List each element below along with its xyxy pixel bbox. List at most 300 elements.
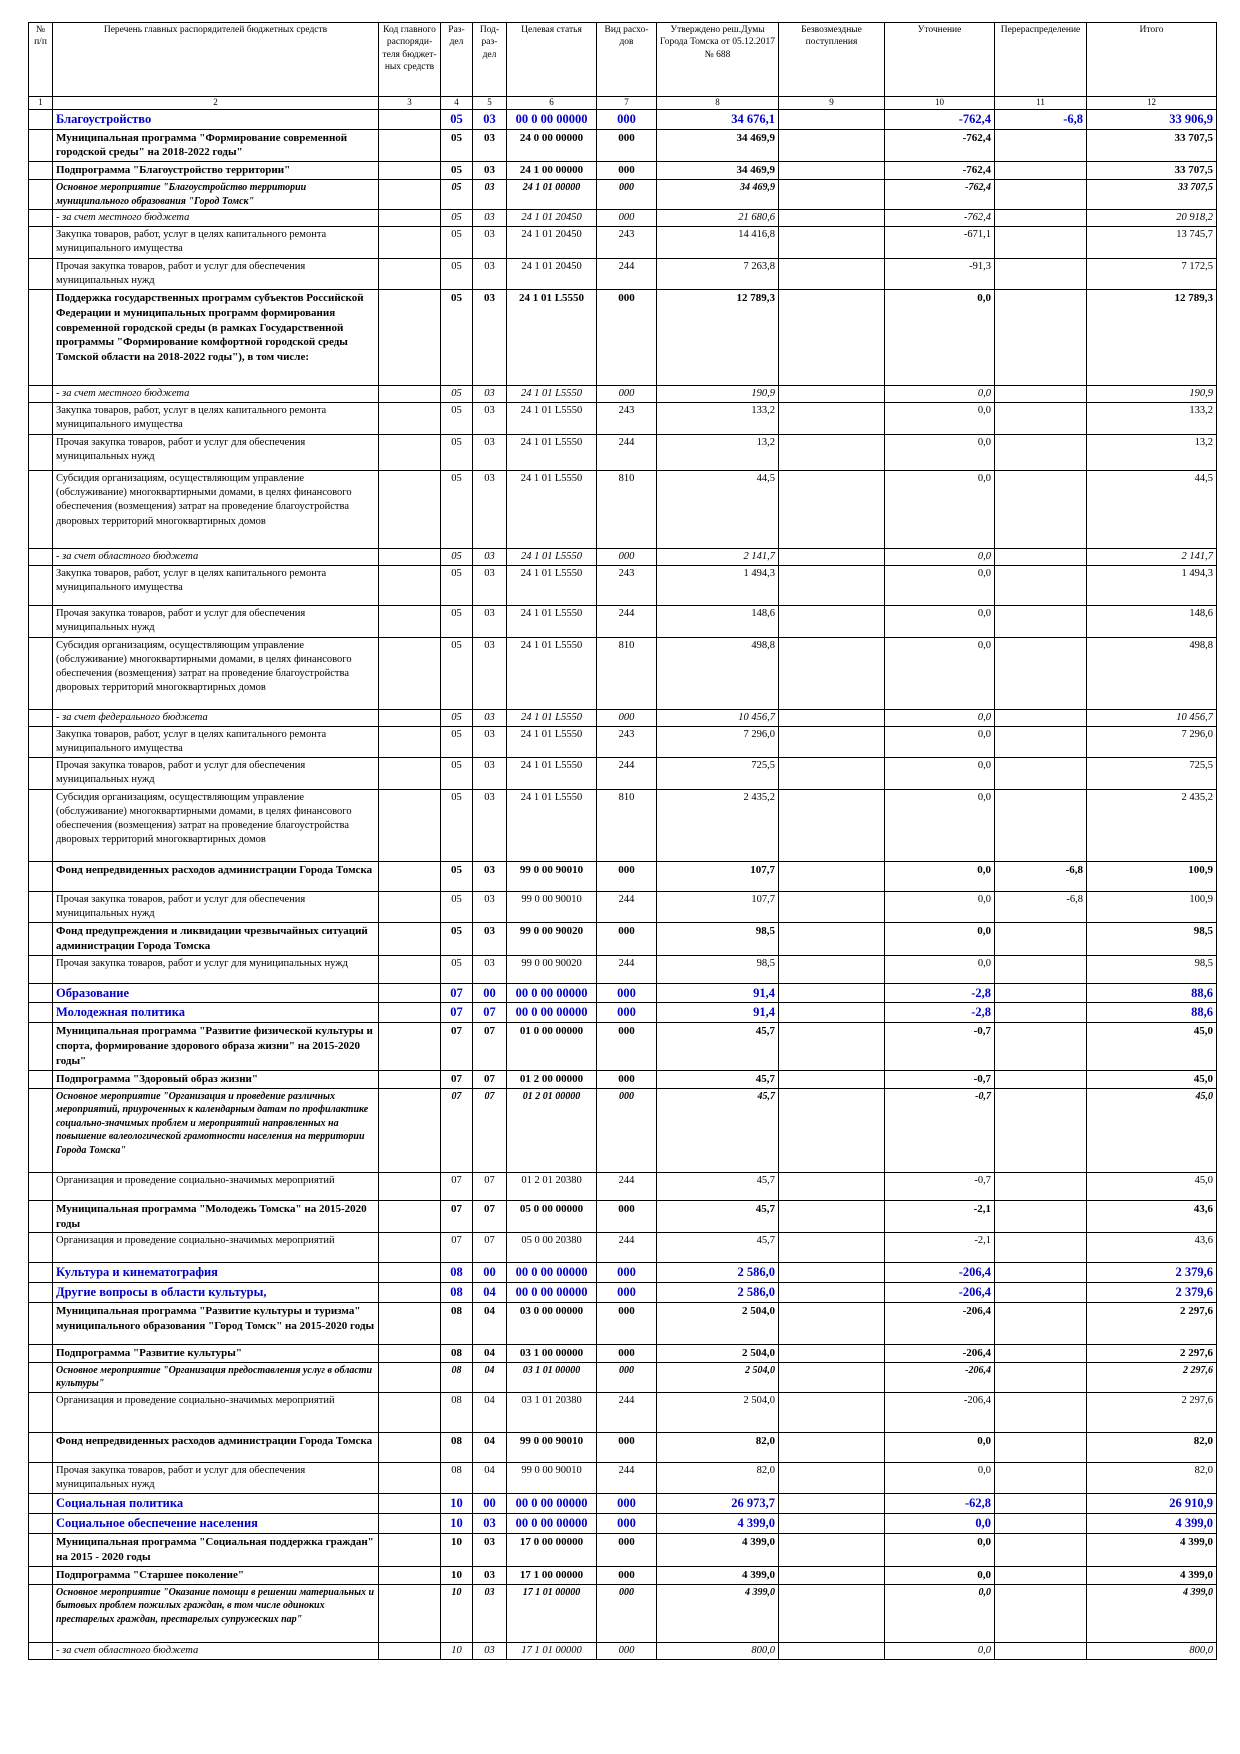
table-row <box>29 566 1217 606</box>
cell-code <box>379 289 441 385</box>
cell-redistribution <box>995 1494 1087 1514</box>
cell-expense-type: 000 <box>597 1283 657 1303</box>
cell-name: Подпрограмма "Благоустройство территории" <box>53 162 379 180</box>
cell-approved: 4 399,0 <box>657 1566 779 1584</box>
cell-code <box>379 1088 441 1172</box>
cell-gratis <box>779 983 885 1003</box>
cell-gratis <box>779 1362 885 1392</box>
cell-approved: 45,7 <box>657 1070 779 1088</box>
cell-clarification: 0,0 <box>885 1432 995 1462</box>
cell-total: 100,9 <box>1087 861 1217 891</box>
cell-clarification: -91,3 <box>885 258 995 289</box>
cell-num <box>29 709 53 726</box>
cell-num <box>29 1432 53 1462</box>
cell-num <box>29 403 53 435</box>
cell-podrazdel: 07 <box>473 1200 507 1233</box>
cell-gratis <box>779 471 885 549</box>
cell-target-article: 17 1 00 00000 <box>507 1566 597 1584</box>
cell-expense-type: 000 <box>597 1200 657 1233</box>
header-cs: Целевая статья <box>507 23 597 97</box>
cell-num <box>29 1200 53 1233</box>
cell-approved: 98,5 <box>657 922 779 955</box>
cell-redistribution <box>995 1345 1087 1363</box>
cell-redistribution <box>995 549 1087 566</box>
cell-expense-type: 000 <box>597 983 657 1003</box>
cell-code <box>379 129 441 162</box>
cell-clarification: 0,0 <box>885 726 995 757</box>
cell-name: Социальное обеспечение населения <box>53 1514 379 1534</box>
cell-total: 45,0 <box>1087 1023 1217 1071</box>
cell-name: Основное мероприятие "Организация и проведение различных мероприятий, приуроченных к календарным датам по профилактике социально-значимых проблем и мероприятий направленных на повышение валеологической грамотности населения на территории Города Томска" <box>53 1088 379 1172</box>
cell-name: Фонд предупреждения и ликвидации чрезвычайных ситуаций администрации Города Томска <box>53 922 379 955</box>
cell-podrazdel: 03 <box>473 403 507 435</box>
cell-podrazdel: 03 <box>473 129 507 162</box>
cell-gratis <box>779 726 885 757</box>
cell-clarification: -671,1 <box>885 227 995 258</box>
cell-podrazdel: 03 <box>473 385 507 402</box>
cell-target-article: 24 1 01 L5550 <box>507 758 597 789</box>
cell-num <box>29 861 53 891</box>
table-row <box>29 1462 1217 1493</box>
cell-target-article: 24 1 01 L5550 <box>507 637 597 709</box>
cell-name: Закупка товаров, работ, услуг в целях капитального ремонта муниципального имущества <box>53 566 379 606</box>
cell-num <box>29 1233 53 1263</box>
cell-expense-type: 243 <box>597 227 657 258</box>
cell-name: Муниципальная программа "Развитие физической культуры и спорта, формирование здорового образа жизни" на 2015-2020 годы" <box>53 1023 379 1071</box>
table-row <box>29 1584 1217 1642</box>
cell-total: 1 494,3 <box>1087 566 1217 606</box>
header-number-cell: 3 <box>379 97 441 110</box>
cell-name: Образование <box>53 983 379 1003</box>
cell-num <box>29 1494 53 1514</box>
cell-approved: 34 469,9 <box>657 180 779 210</box>
cell-redistribution <box>995 1534 1087 1567</box>
cell-target-article: 00 0 00 00000 <box>507 109 597 129</box>
cell-target-article: 24 1 01 L5550 <box>507 435 597 471</box>
cell-code <box>379 1003 441 1023</box>
cell-num <box>29 1345 53 1363</box>
cell-clarification: 0,0 <box>885 471 995 549</box>
cell-expense-type: 000 <box>597 1566 657 1584</box>
cell-expense-type: 244 <box>597 1233 657 1263</box>
cell-code <box>379 1303 441 1345</box>
cell-name: Организация и проведение социально-значимых мероприятий <box>53 1392 379 1432</box>
cell-clarification: -0,7 <box>885 1088 995 1172</box>
cell-total: 20 918,2 <box>1087 210 1217 227</box>
cell-approved: 2 504,0 <box>657 1345 779 1363</box>
cell-num <box>29 227 53 258</box>
cell-target-article: 00 0 00 00000 <box>507 1494 597 1514</box>
cell-code <box>379 1023 441 1071</box>
cell-clarification: 0,0 <box>885 606 995 637</box>
cell-podrazdel: 04 <box>473 1283 507 1303</box>
table-row <box>29 1283 1217 1303</box>
cell-razdel: 08 <box>441 1283 473 1303</box>
cell-code <box>379 1345 441 1363</box>
cell-approved: 7 263,8 <box>657 258 779 289</box>
cell-expense-type: 244 <box>597 606 657 637</box>
table-row <box>29 1392 1217 1432</box>
cell-target-article: 03 1 01 20380 <box>507 1392 597 1432</box>
cell-name: Другие вопросы в области культуры, <box>53 1283 379 1303</box>
table-row <box>29 109 1217 129</box>
cell-expense-type: 810 <box>597 471 657 549</box>
budget-table <box>28 22 1217 1660</box>
cell-podrazdel: 03 <box>473 726 507 757</box>
table-row <box>29 1172 1217 1200</box>
cell-target-article: 24 1 01 L5550 <box>507 566 597 606</box>
cell-target-article: 01 2 00 00000 <box>507 1070 597 1088</box>
cell-target-article: 24 1 01 L5550 <box>507 385 597 402</box>
cell-podrazdel: 03 <box>473 789 507 861</box>
table-row <box>29 1200 1217 1233</box>
cell-target-article: 03 1 01 00000 <box>507 1362 597 1392</box>
cell-name: Основное мероприятие "Оказание помощи в решении материальных и бытовых проблем пожилых граждан, в том числе одиноких престарелых граждан, престарелых супружеских пар" <box>53 1584 379 1642</box>
cell-code <box>379 227 441 258</box>
cell-code <box>379 1172 441 1200</box>
cell-code <box>379 983 441 1003</box>
cell-gratis <box>779 922 885 955</box>
cell-expense-type: 000 <box>597 1432 657 1462</box>
cell-total: 33 707,5 <box>1087 129 1217 162</box>
cell-gratis <box>779 227 885 258</box>
cell-clarification: 0,0 <box>885 955 995 983</box>
cell-gratis <box>779 955 885 983</box>
cell-gratis <box>779 210 885 227</box>
cell-gratis <box>779 709 885 726</box>
cell-target-article: 24 1 01 L5550 <box>507 289 597 385</box>
cell-expense-type: 000 <box>597 1023 657 1071</box>
table-row <box>29 289 1217 385</box>
header-podrazdel: Под-раз-дел <box>473 23 507 97</box>
table-row <box>29 637 1217 709</box>
cell-approved: 34 469,9 <box>657 129 779 162</box>
cell-expense-type: 000 <box>597 549 657 566</box>
cell-target-article: 00 0 00 00000 <box>507 1514 597 1534</box>
cell-approved: 4 399,0 <box>657 1534 779 1567</box>
cell-code <box>379 861 441 891</box>
cell-expense-type: 000 <box>597 1584 657 1642</box>
cell-clarification: -2,8 <box>885 983 995 1003</box>
cell-podrazdel: 04 <box>473 1392 507 1432</box>
table-row <box>29 1494 1217 1514</box>
table-row <box>29 180 1217 210</box>
cell-name: Прочая закупка товаров, работ и услуг для обеспечения муниципальных нужд <box>53 606 379 637</box>
cell-code <box>379 922 441 955</box>
table-row <box>29 129 1217 162</box>
cell-clarification: -762,4 <box>885 210 995 227</box>
cell-podrazdel: 04 <box>473 1432 507 1462</box>
cell-gratis <box>779 1263 885 1283</box>
cell-num <box>29 385 53 402</box>
cell-gratis <box>779 861 885 891</box>
cell-redistribution <box>995 129 1087 162</box>
cell-approved: 44,5 <box>657 471 779 549</box>
cell-redistribution <box>995 1200 1087 1233</box>
cell-approved: 91,4 <box>657 1003 779 1023</box>
cell-podrazdel: 03 <box>473 471 507 549</box>
cell-podrazdel: 03 <box>473 1642 507 1659</box>
cell-clarification: -62,8 <box>885 1494 995 1514</box>
cell-gratis <box>779 1172 885 1200</box>
header-number-cell: 7 <box>597 97 657 110</box>
cell-code <box>379 1642 441 1659</box>
cell-target-article: 05 0 00 20380 <box>507 1233 597 1263</box>
cell-num <box>29 1263 53 1283</box>
cell-approved: 45,7 <box>657 1172 779 1200</box>
cell-expense-type: 244 <box>597 1462 657 1493</box>
cell-podrazdel: 07 <box>473 1088 507 1172</box>
cell-podrazdel: 03 <box>473 861 507 891</box>
cell-target-article: 01 2 01 00000 <box>507 1088 597 1172</box>
cell-approved: 7 296,0 <box>657 726 779 757</box>
cell-expense-type: 000 <box>597 1642 657 1659</box>
cell-gratis <box>779 258 885 289</box>
cell-redistribution <box>995 637 1087 709</box>
cell-redistribution <box>995 606 1087 637</box>
cell-total: 43,6 <box>1087 1200 1217 1233</box>
cell-podrazdel: 03 <box>473 891 507 922</box>
cell-target-article: 99 0 00 90010 <box>507 861 597 891</box>
cell-target-article: 99 0 00 90010 <box>507 1432 597 1462</box>
cell-razdel: 05 <box>441 891 473 922</box>
cell-name: Основное мероприятие "Благоустройство территории муниципального образования "Город Томск" <box>53 180 379 210</box>
cell-gratis <box>779 1200 885 1233</box>
cell-redistribution <box>995 1263 1087 1283</box>
cell-target-article: 03 1 00 00000 <box>507 1345 597 1363</box>
cell-clarification: 0,0 <box>885 1642 995 1659</box>
cell-target-article: 24 1 01 L5550 <box>507 471 597 549</box>
cell-gratis <box>779 566 885 606</box>
cell-razdel: 05 <box>441 549 473 566</box>
cell-code <box>379 891 441 922</box>
table-row <box>29 1432 1217 1462</box>
cell-name: Прочая закупка товаров, работ и услуг для муниципальных нужд <box>53 955 379 983</box>
cell-num <box>29 258 53 289</box>
cell-podrazdel: 03 <box>473 289 507 385</box>
cell-name: Закупка товаров, работ, услуг в целях капитального ремонта муниципального имущества <box>53 726 379 757</box>
cell-redistribution <box>995 1283 1087 1303</box>
cell-redistribution <box>995 789 1087 861</box>
cell-approved: 2 435,2 <box>657 789 779 861</box>
cell-razdel: 08 <box>441 1462 473 1493</box>
table-row <box>29 726 1217 757</box>
cell-gratis <box>779 180 885 210</box>
cell-redistribution <box>995 1584 1087 1642</box>
cell-name: Организация и проведение социально-значимых мероприятий <box>53 1233 379 1263</box>
cell-podrazdel: 03 <box>473 1534 507 1567</box>
cell-redistribution <box>995 1088 1087 1172</box>
cell-gratis <box>779 109 885 129</box>
cell-razdel: 10 <box>441 1584 473 1642</box>
cell-expense-type: 000 <box>597 1534 657 1567</box>
cell-target-article: 17 1 01 00000 <box>507 1584 597 1642</box>
cell-total: 2 379,6 <box>1087 1283 1217 1303</box>
cell-target-article: 00 0 00 00000 <box>507 1283 597 1303</box>
table-row <box>29 1345 1217 1363</box>
cell-podrazdel: 07 <box>473 1023 507 1071</box>
cell-approved: 148,6 <box>657 606 779 637</box>
cell-approved: 45,7 <box>657 1233 779 1263</box>
cell-clarification: 0,0 <box>885 758 995 789</box>
cell-name: Муниципальная программа "Развитие культуры и туризма" муниципального образования "Город Томск" на 2015-2020 годы <box>53 1303 379 1345</box>
cell-total: 7 296,0 <box>1087 726 1217 757</box>
cell-redistribution <box>995 1233 1087 1263</box>
cell-razdel: 05 <box>441 227 473 258</box>
cell-gratis <box>779 1003 885 1023</box>
cell-code <box>379 1283 441 1303</box>
table-row <box>29 162 1217 180</box>
cell-num <box>29 210 53 227</box>
cell-code <box>379 1233 441 1263</box>
cell-approved: 12 789,3 <box>657 289 779 385</box>
cell-total: 43,6 <box>1087 1233 1217 1263</box>
cell-redistribution <box>995 922 1087 955</box>
cell-gratis <box>779 1432 885 1462</box>
cell-target-article: 99 0 00 90020 <box>507 955 597 983</box>
cell-podrazdel: 03 <box>473 955 507 983</box>
cell-total: 10 456,7 <box>1087 709 1217 726</box>
cell-total: 12 789,3 <box>1087 289 1217 385</box>
cell-target-article: 24 1 01 20450 <box>507 258 597 289</box>
cell-expense-type: 243 <box>597 726 657 757</box>
cell-podrazdel: 03 <box>473 162 507 180</box>
cell-target-article: 24 1 01 L5550 <box>507 403 597 435</box>
cell-gratis <box>779 606 885 637</box>
cell-razdel: 10 <box>441 1494 473 1514</box>
cell-approved: 133,2 <box>657 403 779 435</box>
cell-target-article: 99 0 00 90010 <box>507 891 597 922</box>
table-row <box>29 435 1217 471</box>
cell-gratis <box>779 637 885 709</box>
cell-expense-type: 000 <box>597 861 657 891</box>
cell-expense-type: 000 <box>597 709 657 726</box>
cell-podrazdel: 07 <box>473 1003 507 1023</box>
cell-total: 88,6 <box>1087 1003 1217 1023</box>
cell-razdel: 07 <box>441 983 473 1003</box>
cell-code <box>379 435 441 471</box>
cell-total: 33 906,9 <box>1087 109 1217 129</box>
cell-razdel: 05 <box>441 403 473 435</box>
cell-gratis <box>779 1023 885 1071</box>
cell-gratis <box>779 1303 885 1345</box>
cell-redistribution <box>995 1462 1087 1493</box>
cell-gratis <box>779 1642 885 1659</box>
cell-clarification: 0,0 <box>885 403 995 435</box>
cell-razdel: 05 <box>441 162 473 180</box>
cell-gratis <box>779 403 885 435</box>
cell-redistribution <box>995 162 1087 180</box>
cell-razdel: 10 <box>441 1514 473 1534</box>
cell-name: Поддержка государственных программ субъектов Российской Федерации и муниципальных программ формирования современной городской среды (в рамках Государственной программы "Формирование комфортной городской среды Томской области на 2018-2022 годы"), в том числе: <box>53 289 379 385</box>
cell-gratis <box>779 789 885 861</box>
header-clarification: Уточнение <box>885 23 995 97</box>
cell-name: Организация и проведение социально-значимых мероприятий <box>53 1172 379 1200</box>
cell-razdel: 08 <box>441 1432 473 1462</box>
cell-redistribution <box>995 1303 1087 1345</box>
cell-clarification: -0,7 <box>885 1070 995 1088</box>
cell-gratis <box>779 1088 885 1172</box>
cell-razdel: 08 <box>441 1345 473 1363</box>
cell-gratis <box>779 435 885 471</box>
cell-approved: 10 456,7 <box>657 709 779 726</box>
cell-total: 148,6 <box>1087 606 1217 637</box>
cell-podrazdel: 03 <box>473 922 507 955</box>
cell-code <box>379 385 441 402</box>
cell-redistribution <box>995 1392 1087 1432</box>
cell-num <box>29 1462 53 1493</box>
cell-code <box>379 1432 441 1462</box>
cell-razdel: 05 <box>441 726 473 757</box>
cell-code <box>379 109 441 129</box>
cell-podrazdel: 04 <box>473 1345 507 1363</box>
cell-code <box>379 1566 441 1584</box>
cell-total: 133,2 <box>1087 403 1217 435</box>
cell-code <box>379 1070 441 1088</box>
cell-clarification: -2,8 <box>885 1003 995 1023</box>
table-row <box>29 258 1217 289</box>
cell-target-article: 24 1 01 L5550 <box>507 709 597 726</box>
cell-total: 13,2 <box>1087 435 1217 471</box>
cell-podrazdel: 03 <box>473 1584 507 1642</box>
budget-document <box>28 22 1216 1660</box>
cell-approved: 14 416,8 <box>657 227 779 258</box>
cell-total: 2 297,6 <box>1087 1392 1217 1432</box>
header-number-cell: 10 <box>885 97 995 110</box>
cell-gratis <box>779 758 885 789</box>
cell-expense-type: 000 <box>597 1263 657 1283</box>
cell-redistribution: -6,8 <box>995 891 1087 922</box>
cell-num <box>29 1566 53 1584</box>
cell-approved: 34 469,9 <box>657 162 779 180</box>
cell-num <box>29 435 53 471</box>
cell-clarification: 0,0 <box>885 637 995 709</box>
cell-code <box>379 1362 441 1392</box>
cell-code <box>379 758 441 789</box>
cell-razdel: 05 <box>441 789 473 861</box>
cell-gratis <box>779 1584 885 1642</box>
cell-podrazdel: 03 <box>473 180 507 210</box>
header-approved: Утверждено реш.Думы Города Томска от 05.12.2017 № 688 <box>657 23 779 97</box>
cell-approved: 2 586,0 <box>657 1283 779 1303</box>
cell-gratis <box>779 1462 885 1493</box>
cell-target-article: 00 0 00 00000 <box>507 1003 597 1023</box>
table-row <box>29 955 1217 983</box>
table-row <box>29 1263 1217 1283</box>
cell-redistribution <box>995 227 1087 258</box>
cell-name: Подпрограмма "Здоровый образ жизни" <box>53 1070 379 1088</box>
header-razdel: Раз-дел <box>441 23 473 97</box>
cell-name: Субсидия организациям, осуществляющим управление (обслуживание) многоквартирными домами, в целях финансового обеспечения (возмещения) затрат на проведение благоустройства дворовых территорий многоквартирных домов <box>53 471 379 549</box>
cell-code <box>379 471 441 549</box>
cell-expense-type: 000 <box>597 1088 657 1172</box>
cell-num <box>29 789 53 861</box>
cell-gratis <box>779 1392 885 1432</box>
cell-expense-type: 000 <box>597 210 657 227</box>
cell-redistribution <box>995 1642 1087 1659</box>
cell-podrazdel: 03 <box>473 637 507 709</box>
cell-total: 98,5 <box>1087 922 1217 955</box>
cell-clarification: -206,4 <box>885 1263 995 1283</box>
cell-razdel: 05 <box>441 709 473 726</box>
cell-target-article: 17 1 01 00000 <box>507 1642 597 1659</box>
cell-approved: 82,0 <box>657 1432 779 1462</box>
cell-approved: 13,2 <box>657 435 779 471</box>
cell-target-article: 01 2 01 20380 <box>507 1172 597 1200</box>
table-row <box>29 210 1217 227</box>
table-row <box>29 983 1217 1003</box>
cell-num <box>29 1283 53 1303</box>
